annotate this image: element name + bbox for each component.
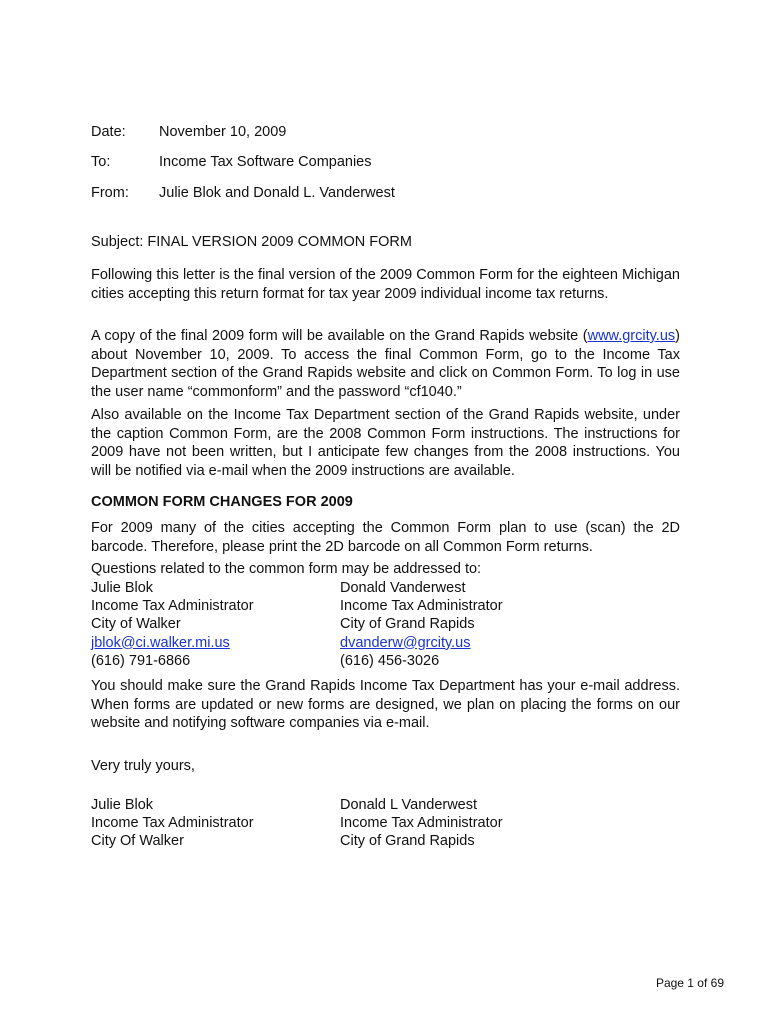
closing-line: Very truly yours, [91, 758, 195, 774]
contact-right-name: Donald Vanderwest [340, 580, 466, 596]
contact-left-title: Income Tax Administrator [91, 598, 254, 615]
contact-left-email-link[interactable]: jblok@ci.walker.mi.us [91, 634, 230, 651]
contact-left-city: City of Walker [91, 616, 181, 633]
signature-right-city: City of Grand Rapids [340, 833, 475, 850]
paragraph-barcode: For 2009 many of the cities accepting the Common Form plan to use (scan) the 2D barcode. Therefore, please print the 2D barcode on all Common Form returns. [91, 520, 680, 555]
from-label: From: [91, 185, 129, 201]
questions-line: Questions related to the common form may be addressed to: [91, 561, 482, 577]
to-value: Income Tax Software Companies [159, 154, 372, 170]
contact-right-email-link[interactable]: dvanderw@grcity.us [340, 634, 471, 651]
contact-left-name: Julie Blok [91, 580, 154, 596]
subject-line: Subject: FINAL VERSION 2009 COMMON FORM [91, 234, 412, 250]
paragraph-website-text-2: ) about November 10, 2009. To access the final Common Form, go to the Income Tax Department section of the Grand Rapids website and click on Common Form. To log in use the user name “commonform” and the password “cf1040.” [91, 328, 680, 400]
signature-left-title: Income Tax Administrator [91, 815, 254, 832]
contact-left-phone: (616) 791-6866 [91, 652, 191, 669]
paragraph-website [91, 327, 680, 401]
contacts-block [91, 579, 680, 670]
section-heading: COMMON FORM CHANGES FOR 2009 [91, 494, 353, 510]
contact-right-phone: (616) 456-3026 [340, 652, 440, 669]
signature-right-title: Income Tax Administrator [340, 815, 503, 832]
signature-right-name: Donald L Vanderwest [340, 797, 478, 813]
grcity-website-link[interactable]: www.grcity.us [587, 328, 676, 344]
paragraph-website-text-1: A copy of the final 2009 form will be available on the Grand Rapids website ( [91, 328, 588, 344]
contact-right-title: Income Tax Administrator [340, 598, 503, 615]
page-number: Page 1 of 69 [655, 976, 724, 990]
date-label: Date: [91, 124, 126, 140]
signature-left-city: City Of Walker [91, 833, 184, 850]
paragraph-instructions: Also available on the Income Tax Department section of the Grand Rapids website, under the caption Common Form, are the 2008 Common Form instructions. The instructions for 2009 have not been written, but I anticipate few changes from the 2008 instructions. You will be notified via e-mail when the 2009 instructions are available. [91, 407, 680, 479]
from-value: Julie Blok and Donald L. Vanderwest [159, 185, 395, 201]
paragraph-intro: Following this letter is the final version of the 2009 Common Form for the eighteen Michigan cities accepting this return format for tax year 2009 individual income tax returns. [91, 267, 680, 302]
signature-block [91, 796, 680, 851]
date-value: November 10, 2009 [159, 124, 287, 140]
to-label: To: [91, 154, 111, 170]
contact-right-city: City of Grand Rapids [340, 616, 475, 633]
signature-left-name: Julie Blok [91, 797, 154, 813]
paragraph-email-notice: You should make sure the Grand Rapids Income Tax Department has your e-mail address. When forms are updated or new forms are designed, we plan on placing the forms on our website and notifying software companies via e-mail. [91, 678, 680, 731]
